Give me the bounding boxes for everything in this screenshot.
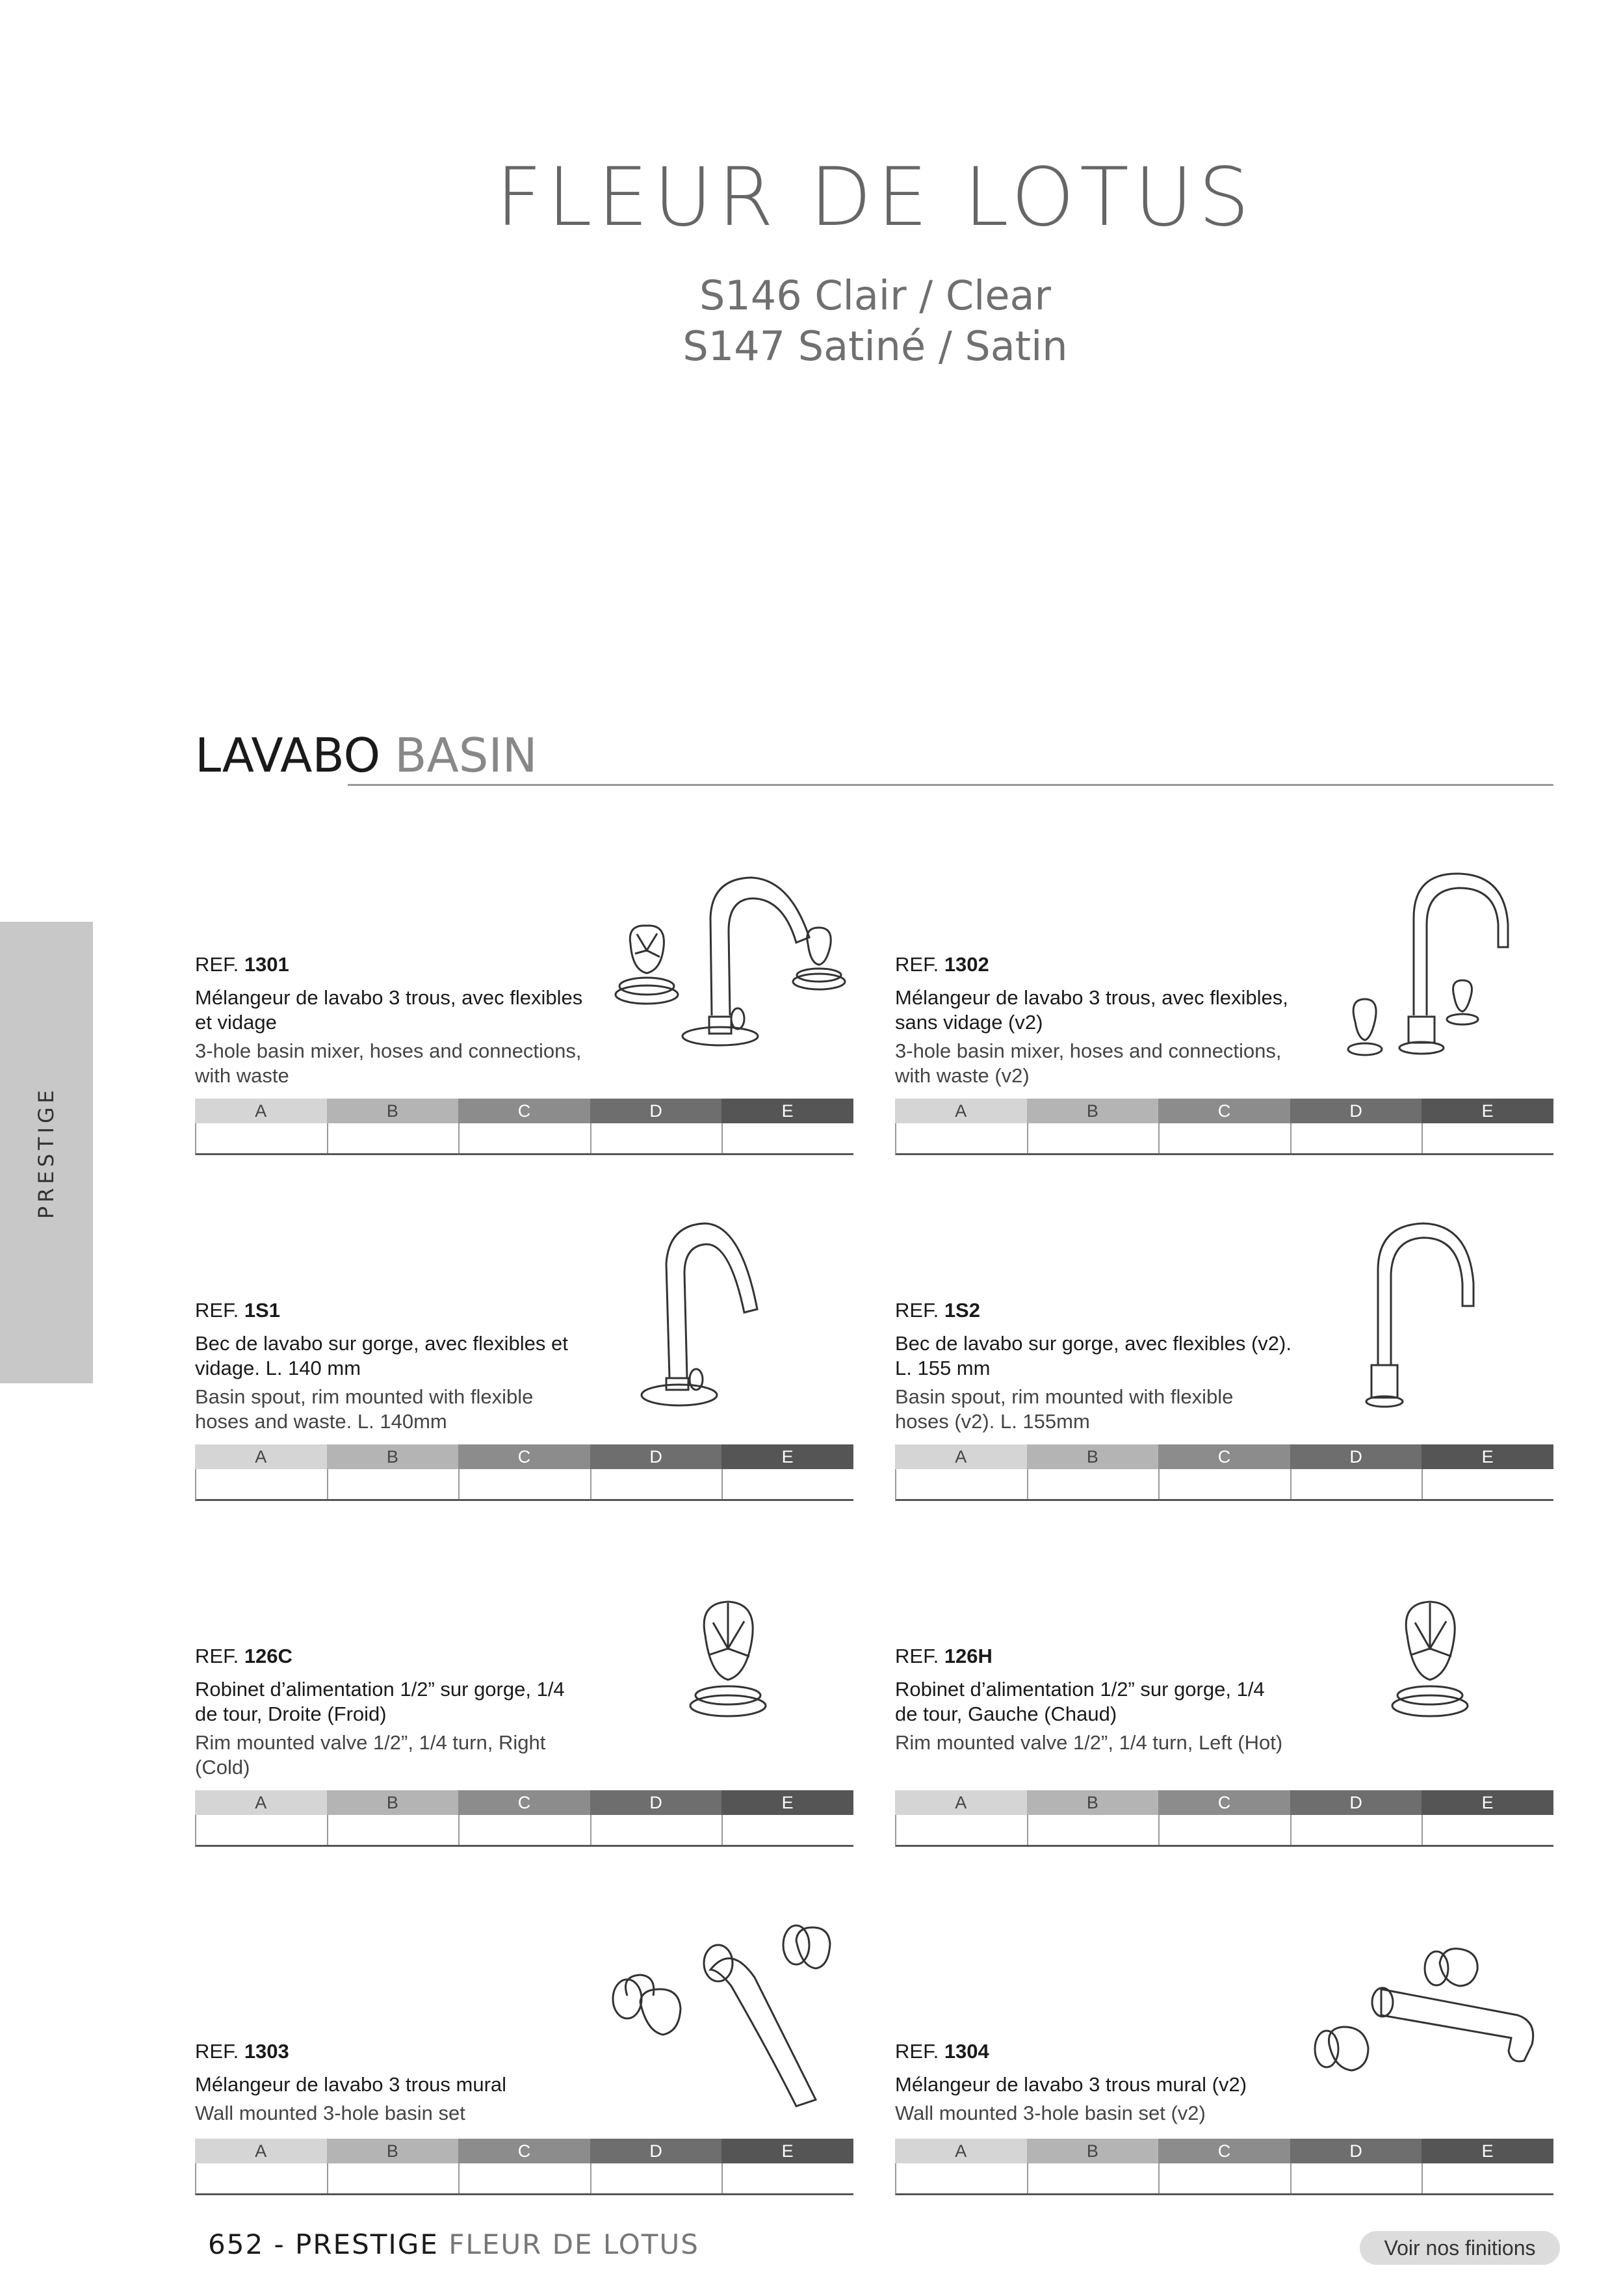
product-image-1S2 [1303, 1212, 1557, 1429]
finish-e: E [1422, 1099, 1553, 1123]
finish-d: D [590, 2139, 722, 2163]
product-description-en: Basin spout, rim mounted with flexible hoses (v2). L. 155mm [895, 1385, 1234, 1433]
finish-cell [591, 1469, 723, 1499]
finish-c: C [1158, 1444, 1290, 1469]
finish-cell [1160, 2163, 1292, 2193]
finish-e: E [721, 1790, 853, 1815]
finish-d: D [590, 1099, 722, 1123]
finish-cell [1028, 2163, 1160, 2193]
ref-prefix: REF. [895, 1299, 939, 1322]
finish-e: E [721, 1444, 853, 1469]
product-description-fr: Robinet d’alimentation 1/2” sur gorge, 1/4 de tour, Droite (Froid) [195, 1678, 565, 1725]
finish-c: C [1158, 1790, 1290, 1815]
footer-collection: FLEUR DE LOTUS [448, 2228, 699, 2260]
finish-cell [591, 1123, 723, 1153]
view-finishes-button[interactable]: Voir nos finitions [1360, 2231, 1560, 2265]
section-heading-en: BASIN [395, 728, 538, 783]
finish-c: C [1158, 1099, 1290, 1123]
finish-c: C [458, 2139, 590, 2163]
ref-code: 1304 [944, 2040, 989, 2063]
product-description-fr: Mélangeur de lavabo 3 trous, avec flexibles et vidage [195, 986, 583, 1034]
finish-b: B [1027, 1099, 1159, 1123]
finish-cell [1160, 1815, 1292, 1845]
product-description-en: Basin spout, rim mounted with flexible hoses and waste. L. 140mm [195, 1385, 534, 1433]
finish-table-1S2 [895, 1444, 1553, 1500]
ref-prefix: REF. [195, 953, 239, 976]
finish-a: A [195, 1099, 327, 1123]
finish-d: D [1290, 1790, 1422, 1815]
ref-code: 1S1 [244, 1299, 280, 1322]
ref-prefix: REF. [195, 1299, 239, 1322]
ref-code: 1302 [944, 953, 989, 976]
finish-table-1S1 [195, 1444, 853, 1500]
finish-a: A [195, 2139, 327, 2163]
finish-table-1303 [195, 2139, 853, 2195]
finish-a: A [195, 1790, 327, 1815]
finish-cell [1292, 1469, 1423, 1499]
finish-b: B [327, 1790, 459, 1815]
finish-table-1302 [895, 1099, 1553, 1155]
finish-cell [328, 1469, 460, 1499]
finish-table-1304 [895, 2139, 1553, 2195]
section-heading [195, 728, 538, 783]
product-image-1303 [601, 1905, 855, 2122]
finish-cell [460, 1815, 591, 1845]
ref-prefix: REF. [895, 2040, 939, 2063]
product-image-126C [601, 1558, 855, 1775]
product-description-en: Rim mounted valve 1/2”, 1/4 turn, Left (Hot) [895, 1731, 1283, 1754]
finish-cell [1292, 2163, 1423, 2193]
side-tab [0, 922, 93, 1383]
finish-cell [591, 1815, 723, 1845]
side-tab-label: PRESTIGE [34, 1086, 58, 1220]
product-description-en: Wall mounted 3-hole basin set [195, 2102, 465, 2124]
finish-table-126C [195, 1790, 853, 1846]
section-heading-fr: LAVABO [195, 728, 381, 783]
finish-e: E [721, 2139, 853, 2163]
finish-cell [1028, 1123, 1160, 1153]
page-title: FLEUR DE LOTUS [495, 151, 1255, 244]
finish-e: E [721, 1099, 853, 1123]
section-divider [348, 784, 1553, 786]
finish-cell [723, 2163, 853, 2193]
finish-cell [460, 2163, 591, 2193]
product-description-fr: Mélangeur de lavabo 3 trous mural [195, 2073, 507, 2096]
ref-code: 126C [244, 1645, 292, 1667]
finish-a: A [895, 1790, 1027, 1815]
finish-c: C [458, 1099, 590, 1123]
finish-b: B [1027, 2139, 1159, 2163]
finish-cell [1423, 1469, 1553, 1499]
finish-b: B [1027, 1790, 1159, 1815]
finish-cell [196, 1815, 328, 1845]
product-image-1301 [601, 866, 855, 1084]
finish-cell [460, 1123, 591, 1153]
finish-cell [1160, 1123, 1292, 1153]
finish-a: A [195, 1444, 327, 1469]
product-description-en: 3-hole basin mixer, hoses and connections, with waste [195, 1039, 582, 1087]
finish-cell [196, 2163, 328, 2193]
ref-code: 1301 [244, 953, 289, 976]
finish-a: A [895, 1099, 1027, 1123]
ref-code: 126H [944, 1645, 993, 1667]
finish-d: D [1290, 1099, 1422, 1123]
page-number: 652 - [208, 2228, 285, 2260]
finish-cell [1423, 2163, 1553, 2193]
product-description-fr: Mélangeur de lavabo 3 trous, avec flexibles, sans vidage (v2) [895, 986, 1288, 1034]
product-image-1S1 [601, 1212, 855, 1429]
finish-c: C [1158, 2139, 1290, 2163]
ref-prefix: REF. [195, 2040, 239, 2063]
finish-cell [196, 1123, 328, 1153]
finish-subtitle-clear: S146 Clair / Clear [699, 272, 1052, 319]
finish-cell [1292, 1815, 1423, 1845]
finish-b: B [327, 1444, 459, 1469]
ref-prefix: REF. [895, 1645, 939, 1667]
ref-prefix: REF. [895, 953, 939, 976]
finish-cell [196, 1469, 328, 1499]
finish-table-126H [895, 1790, 1553, 1846]
finish-cell [896, 1123, 1028, 1153]
finish-e: E [1422, 1444, 1553, 1469]
finish-cell [328, 1815, 460, 1845]
finish-cell [1028, 1469, 1160, 1499]
ref-prefix: REF. [195, 1645, 239, 1667]
product-description-fr: Bec de lavabo sur gorge, avec flexibles (v2). L. 155 mm [895, 1332, 1292, 1379]
finish-b: B [327, 1099, 459, 1123]
finish-c: C [458, 1444, 590, 1469]
finish-e: E [1422, 1790, 1553, 1815]
finish-subtitle-satin: S147 Satiné / Satin [682, 322, 1068, 370]
ref-code: 1S2 [944, 1299, 980, 1322]
finish-a: A [895, 1444, 1027, 1469]
product-description-fr: Robinet d’alimentation 1/2” sur gorge, 1/4 de tour, Gauche (Chaud) [895, 1678, 1265, 1725]
finish-cell [723, 1815, 853, 1845]
finish-cell [896, 2163, 1028, 2193]
product-image-126H [1303, 1558, 1557, 1775]
finish-table-1301 [195, 1099, 853, 1155]
finish-cell [1292, 1123, 1423, 1153]
product-description-fr: Bec de lavabo sur gorge, avec flexibles et vidage. L. 140 mm [195, 1332, 568, 1379]
finish-cell [896, 1815, 1028, 1845]
finish-d: D [590, 1790, 722, 1815]
finish-c: C [458, 1790, 590, 1815]
finish-d: D [1290, 2139, 1422, 2163]
finish-cell [460, 1469, 591, 1499]
finish-cell [1160, 1469, 1292, 1499]
finish-b: B [327, 2139, 459, 2163]
finish-cell [1423, 1815, 1553, 1845]
product-description-en: Wall mounted 3-hole basin set (v2) [895, 2102, 1206, 2124]
page-footer [208, 2228, 699, 2260]
finish-b: B [1027, 1444, 1159, 1469]
finish-e: E [1422, 2139, 1553, 2163]
finish-cell [328, 1123, 460, 1153]
product-image-1304 [1303, 1905, 1557, 2122]
finish-d: D [590, 1444, 722, 1469]
finish-cell [723, 1123, 853, 1153]
finish-cell [896, 1469, 1028, 1499]
finish-d: D [1290, 1444, 1422, 1469]
finish-cell [1423, 1123, 1553, 1153]
product-description-fr: Mélangeur de lavabo 3 trous mural (v2) [895, 2073, 1247, 2096]
product-image-1302 [1303, 866, 1557, 1084]
finish-cell [328, 2163, 460, 2193]
footer-category: PRESTIGE [295, 2228, 439, 2260]
finish-cell [723, 1469, 853, 1499]
ref-code: 1303 [244, 2040, 289, 2063]
finish-cell [1028, 1815, 1160, 1845]
finish-cell [591, 2163, 723, 2193]
finish-a: A [895, 2139, 1027, 2163]
product-description-en: 3-hole basin mixer, hoses and connections, with waste (v2) [895, 1039, 1282, 1087]
product-description-en: Rim mounted valve 1/2”, 1/4 turn, Right (Cold) [195, 1731, 546, 1779]
